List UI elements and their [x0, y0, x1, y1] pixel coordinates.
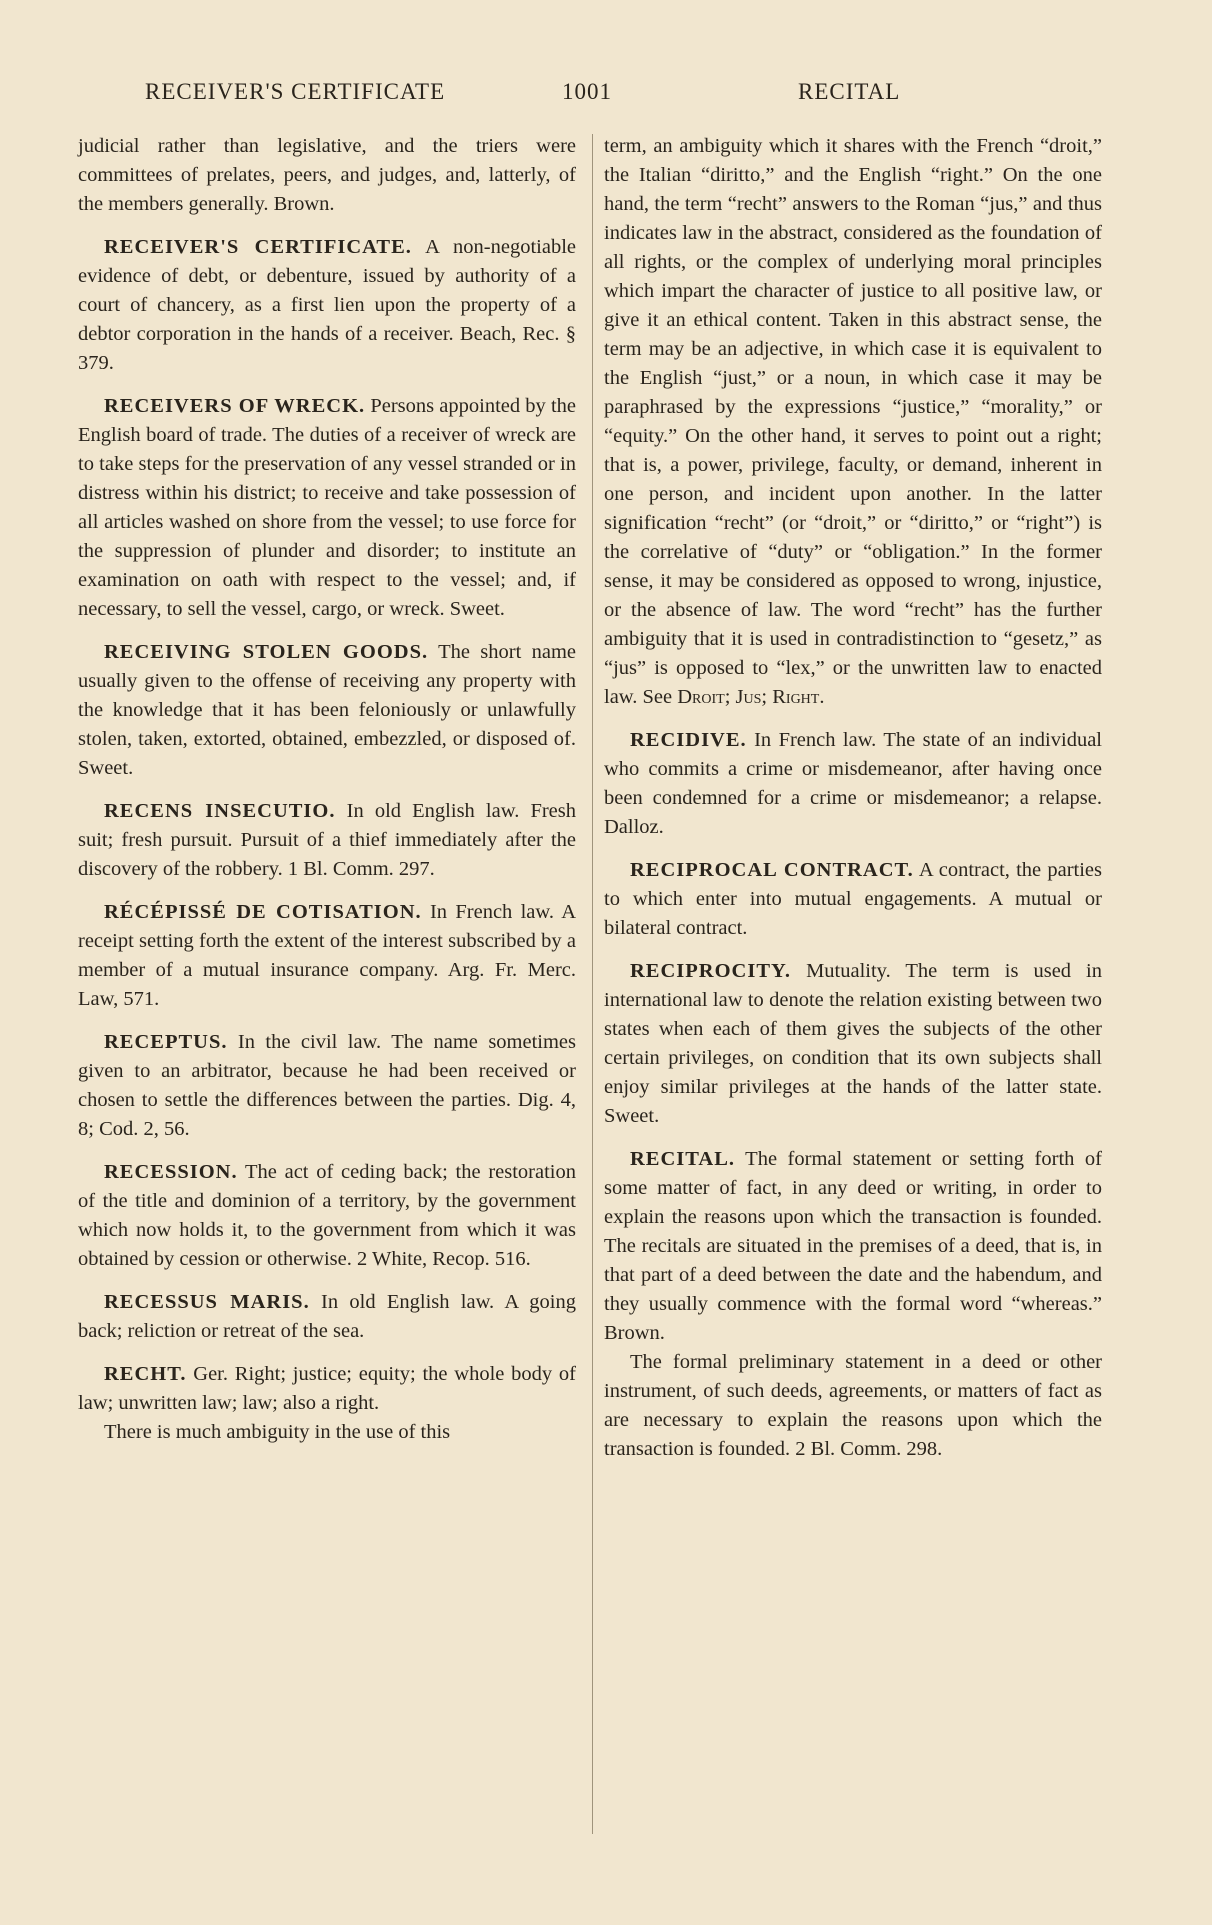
entry-reciprocity	[604, 957, 1102, 1131]
right-column	[604, 132, 1102, 1478]
definition: Persons appointed by the English board of trade. The duties of a receiver of wreck are to take steps for the preservation of any vessel stranded or in distress within his district; to receive and take possession of all articles washed on shore from the vessel; to use force for the suppression of plunder and disorder; to institute an examination on oath with respect to the vessel; and, if necessary, to sell the vessel, cargo, or wreck. Sweet.	[78, 395, 577, 620]
continued-text	[604, 132, 1102, 712]
definition: Mutuality. The term is used in international law to denote the relation existing between two states when each of them gives the subjects of the other certain privileges, on condition that its own subjects shall enjoy similar privileges at the hands of the latter state. Sweet.	[604, 960, 1103, 1127]
headword: RECEIVERS OF WRECK.	[104, 395, 366, 417]
definition: In French law. A receipt setting forth the extent of the interest subscribed by a member of a mutual insurance company. Arg. Fr. Merc. Law, 571.	[78, 901, 576, 1010]
headword: RECIDIVE.	[630, 729, 747, 751]
running-head	[80, 74, 1132, 114]
headword: RECIPROCITY.	[630, 960, 792, 982]
definition: The formal statement or setting forth of some matter of fact, in any deed or writing, in order to explain the reasons upon which the transaction is founded. The recitals are situated in the premises of a deed, that is, in that part of a deed between the date and the habendum, and they usually commence with the formal word “whereas.” Brown.	[604, 1148, 1102, 1344]
running-head-left: RECEIVER'S CERTIFICATE	[145, 79, 446, 104]
headword: RECENS INSECUTIO.	[104, 800, 336, 822]
entry-recens-insecutio	[78, 797, 576, 884]
entry-receivers-certificate	[78, 233, 576, 378]
entry-recital	[604, 1145, 1102, 1348]
headword: RECITAL.	[630, 1148, 736, 1170]
cross-references: Droit; Jus; Right.	[677, 686, 825, 708]
entry-recession	[78, 1158, 576, 1274]
definition: Ger. Right; justice; equity; the whole body of law; unwritten law; law; also a right.	[78, 1363, 576, 1414]
entry-recital-paragraph: The formal preliminary statement in a deed or other instrument, of such deeds, agreements, or matters of fact as are necessary to explain the reasons upon which the transaction is founded. 2 Bl. Comm. 298.	[604, 1351, 1102, 1460]
entry-recepisse-de-cotisation	[78, 898, 576, 1014]
headword: RECEPTUS.	[104, 1031, 228, 1053]
entry-recht-paragraph: There is much ambiguity in the use of this	[104, 1421, 451, 1443]
headword: RÉCÉPISSÉ DE COTISATION.	[104, 901, 422, 923]
definition: A contract, the parties to which enter into mutual engagements. A mutual or bilateral contract.	[604, 859, 1102, 939]
column-divider	[592, 134, 593, 1834]
definition: A non-negotiable evidence of debt, or debenture, issued by authority of a court of chancery, as a first lien upon the property of a debtor corporation in the hands of a receiver. Beach, Rec. § 379.	[78, 236, 576, 374]
entry-receptus	[78, 1028, 576, 1144]
continued-text-body: term, an ambiguity which it shares with the French “droit,” the Italian “diritto,” and the English “right.” On the one hand, the term “recht” answers to the Roman “jus,” and thus indicates law in the abstract, considered as the foundation of all rights, or the complex of underlying moral principles which impart the character of justice to all positive law, or give it an ethical content. Taken in this abstract sense, the term may be an adjective, in which case it is equivalent to the English “just,” or a noun, in which case it may be paraphrased by the expressions “justice,” “morality,” or “equity.” On the other hand, it serves to point out a right; that is, a power, privilege, faculty, or demand, inherent in one person, and incident upon another. In the latter signification “recht” (or “droit,” or “diritto,” or “right”) is the correlative of “duty” or “obligation.” In the former sense, it may be considered as opposed to wrong, injustice, or the absence of law. The word “recht” has the further ambiguity that it is used in contradistinction to “gesetz,” as “jus” is opposed to “lex,” or the unwritten law to enacted law. See	[604, 135, 1102, 708]
entry-receivers-of-wreck	[78, 392, 576, 624]
entry-recessus-maris	[78, 1288, 576, 1346]
definition: In old English law. Fresh suit; fresh pursuit. Pursuit of a thief immediately after the discovery of the robbery. 1 Bl. Comm. 297.	[78, 800, 576, 880]
headword: RECEIVER'S CERTIFICATE.	[104, 236, 412, 258]
headword: RECESSION.	[104, 1161, 238, 1183]
entry-receiving-stolen-goods	[78, 638, 576, 783]
headword: RECHT.	[104, 1363, 187, 1385]
definition: In old English law. A going back; reliction or retreat of the sea.	[78, 1291, 576, 1342]
left-column	[78, 132, 576, 1461]
definition: In French law. The state of an individual who commits a crime or misdemeanor, after having once been condemned for a crime or misdemeanor; a relapse. Dalloz.	[604, 729, 1102, 838]
headword: RECESSUS MARIS.	[104, 1291, 310, 1313]
definition: In the civil law. The name sometimes given to an arbitrator, because he had been received or chosen to settle the differences between the parties. Dig. 4, 8; Cod. 2, 56.	[78, 1031, 577, 1140]
continued-text: judicial rather than legislative, and the triers were committees of prelates, peers, and judges, and, latterly, of the members generally. Brown.	[78, 135, 576, 215]
definition: The short name usually given to the offense of receiving any property with the knowledge that it has been feloniously or unlawfully stolen, taken, extorted, obtained, embezzled, or disposed of. Sweet.	[78, 641, 577, 779]
headword: RECIPROCAL CONTRACT.	[630, 859, 914, 881]
running-head-right: RECITAL	[798, 79, 901, 104]
entry-recidive	[604, 726, 1102, 842]
entry-recht	[78, 1360, 576, 1418]
page-number: 1001	[562, 79, 612, 104]
definition: The act of ceding back; the restoration of the title and dominion of a territory, by the government which now holds it, to the government from which it was obtained by cession or otherwise. 2 White, Recop. 516.	[78, 1161, 576, 1270]
headword: RECEIVING STOLEN GOODS.	[104, 641, 429, 663]
entry-reciprocal-contract	[604, 856, 1102, 943]
